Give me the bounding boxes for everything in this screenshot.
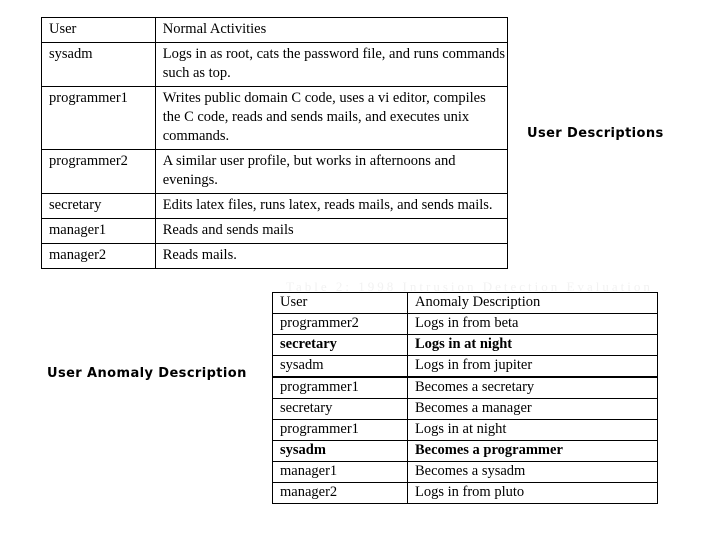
table-row: [273, 314, 658, 335]
cell-user: programmer1: [42, 87, 156, 150]
cell-anomaly: Logs in at night: [407, 420, 657, 441]
table-row: [42, 43, 508, 87]
cell-activity: Writes public domain C code, uses a vi editor, compiles the C code, reads and sends mails, and executes unix commands.: [155, 87, 507, 150]
cell-activity: Reads mails.: [155, 244, 507, 269]
cell-user: sysadm: [273, 441, 408, 462]
table-row: [273, 420, 658, 441]
cell-user: programmer2: [42, 150, 156, 194]
table-row: [42, 87, 508, 150]
cell-activity: Logs in as root, cats the password file, and runs commands such as top.: [155, 43, 507, 87]
table-row-highlighted: [273, 441, 658, 462]
cell-anomaly: Becomes a manager: [407, 399, 657, 420]
table-row: [273, 335, 658, 356]
cell-user: secretary: [273, 335, 408, 356]
table-row: [273, 399, 658, 420]
cell-anomaly: Becomes a secretary: [407, 377, 657, 399]
table-row: [42, 244, 508, 269]
table-row: [42, 150, 508, 194]
user-anomaly-table: [272, 292, 658, 504]
cell-user: programmer2: [273, 314, 408, 335]
callout-label-user-descriptions: User Descriptions: [527, 126, 664, 141]
cell-anomaly: Becomes a programmer: [407, 441, 657, 462]
table-row: [273, 377, 658, 399]
column-header-user: User: [273, 293, 408, 314]
table-row: [273, 462, 658, 483]
cell-anomaly: Logs in from beta: [407, 314, 657, 335]
cell-anomaly: Logs in from pluto: [407, 483, 657, 504]
cell-activity: A similar user profile, but works in afternoons and evenings.: [155, 150, 507, 194]
table-row: [42, 194, 508, 219]
cell-user: manager2: [42, 244, 156, 269]
cell-user: secretary: [273, 399, 408, 420]
cell-user: manager1: [273, 462, 408, 483]
callout-label-user-anomaly-description: User Anomaly Description: [47, 366, 247, 381]
cell-user: programmer1: [273, 420, 408, 441]
table-row: [273, 356, 658, 378]
cell-user: secretary: [42, 194, 156, 219]
user-descriptions-table: [41, 17, 508, 269]
column-header-anomaly-description: Anomaly Description: [407, 293, 657, 314]
cell-user: manager1: [42, 219, 156, 244]
column-header-normal-activities: Normal Activities: [155, 18, 507, 43]
table-row: [273, 483, 658, 504]
cell-user: sysadm: [42, 43, 156, 87]
table-header-row: [273, 293, 658, 314]
column-header-user: User: [42, 18, 156, 43]
cell-anomaly: Logs in from jupiter: [407, 356, 657, 378]
table-header-row: [42, 18, 508, 43]
cell-user: sysadm: [273, 356, 408, 378]
cell-anomaly: Logs in at night: [407, 335, 657, 356]
table-row: [42, 219, 508, 244]
cell-activity: Edits latex files, runs latex, reads mails, and sends mails.: [155, 194, 507, 219]
cell-activity: Reads and sends mails: [155, 219, 507, 244]
cell-user: programmer1: [273, 377, 408, 399]
ghost-caption-artifact: Table 2: 1998 Intrusion Detection Evaluation: [286, 279, 653, 292]
cell-anomaly: Becomes a sysadm: [407, 462, 657, 483]
cell-user: manager2: [273, 483, 408, 504]
